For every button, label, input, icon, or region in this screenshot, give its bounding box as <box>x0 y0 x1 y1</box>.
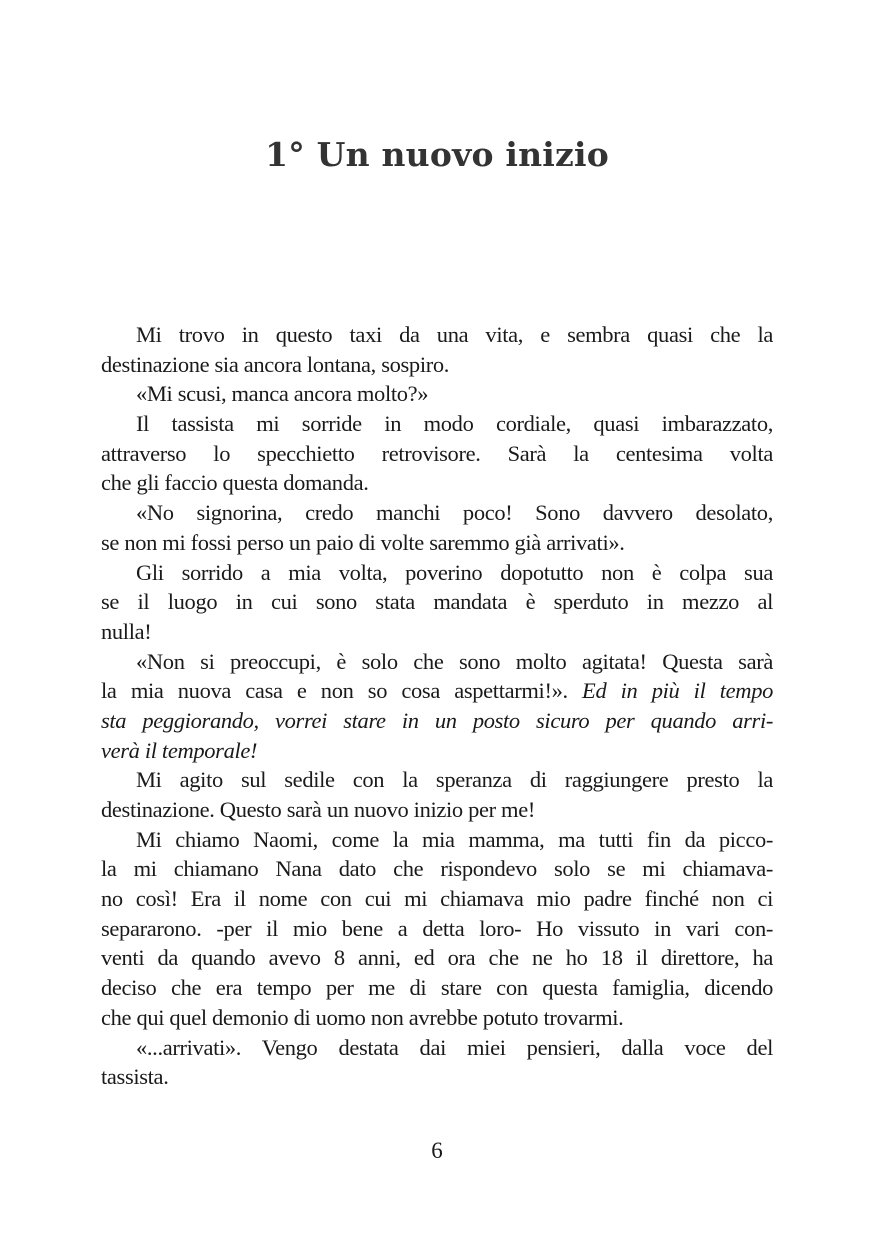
text-line <box>101 617 773 647</box>
text-line <box>101 825 773 855</box>
text-line <box>101 647 773 677</box>
text-line <box>101 736 773 766</box>
text-span: Mi agito sul sedile con la speranza di raggiungere presto la <box>136 767 773 793</box>
text-line <box>101 498 773 528</box>
text-line <box>101 795 773 825</box>
text-span: destinazione sia ancora lontana, sospiro. <box>101 351 450 377</box>
text-line <box>101 468 773 498</box>
text-line <box>101 587 773 617</box>
body-text <box>101 320 773 1092</box>
text-span: che qui quel demonio di uomo non avrebbe potuto trovarmi. <box>101 1004 624 1030</box>
text-line <box>101 320 773 350</box>
text-line <box>101 1003 773 1033</box>
chapter-title: 1° Un nuovo inizio <box>265 135 609 174</box>
page-number: 6 <box>431 1138 443 1163</box>
text-span: se il luogo in cui sono stata mandata è sperduto in mezzo al <box>101 589 773 615</box>
italic-thought-span: verà il temporale! <box>101 737 258 763</box>
text-span: se non mi fossi perso un paio di volte saremmo già arrivati». <box>101 529 625 555</box>
text-line <box>101 943 773 973</box>
text-line <box>101 1062 773 1092</box>
text-line <box>101 765 773 795</box>
text-span: attraverso lo specchietto retrovisore. Sarà la centesima volta <box>101 440 773 466</box>
text-span: Mi chiamo Naomi, come la mia mamma, ma tutti fin da picco- <box>136 826 773 852</box>
text-span: «No signorina, credo manchi poco! Sono davvero desolato, <box>136 500 773 526</box>
text-span: la mi chiamano Nana dato che rispondevo solo se mi chiamava- <box>101 856 773 882</box>
text-span: Mi trovo in questo taxi da una vita, e sembra quasi che la <box>136 322 773 347</box>
text-span: «Mi scusi, manca ancora molto?» <box>136 381 429 407</box>
text-line <box>101 528 773 558</box>
text-span: tassista. <box>101 1064 169 1090</box>
text-span: che gli faccio questa domanda. <box>101 470 369 496</box>
text-line <box>101 409 773 439</box>
text-span: no così! Era il nome con cui mi chiamava mio padre finché non ci <box>101 886 773 912</box>
text-line <box>101 676 773 706</box>
text-line <box>101 914 773 944</box>
text-span: separarono. -per il mio bene a detta loro- Ho vissuto in vari con- <box>101 915 773 941</box>
text-span: «...arrivati». Vengo destata dai miei pensieri, dalla voce del <box>136 1034 773 1060</box>
text-line <box>101 1033 773 1063</box>
text-span: Il tassista mi sorride in modo cordiale, quasi imbarazzato, <box>136 411 773 437</box>
text-span: venti da quando avevo 8 anni, ed ora che ne ho 18 il direttore, ha <box>101 945 773 971</box>
text-line <box>101 350 773 380</box>
italic-thought-span: Ed in più il tempo <box>582 678 773 704</box>
text-span: Gli sorrido a mia volta, poverino dopotutto non è colpa sua <box>136 559 773 585</box>
text-line <box>101 558 773 588</box>
text-line <box>101 379 773 409</box>
text-line <box>101 706 773 736</box>
text-span: destinazione. Questo sarà un nuovo inizio per me! <box>101 797 535 822</box>
text-span: deciso che era tempo per me di stare con questa famiglia, dicendo <box>101 975 773 1001</box>
text-span: nulla! <box>101 618 152 644</box>
text-line <box>101 439 773 469</box>
italic-thought-span: sta peggiorando, vorrei stare in un posto sicuro per quando arri- <box>101 707 773 733</box>
text-line <box>101 973 773 1003</box>
text-line <box>101 854 773 884</box>
text-line <box>101 884 773 914</box>
text-span: «Non si preoccupi, è solo che sono molto agitata! Questa sarà <box>136 648 773 674</box>
text-span: la mia nuova casa e non so cosa aspettarmi!». <box>101 678 583 704</box>
